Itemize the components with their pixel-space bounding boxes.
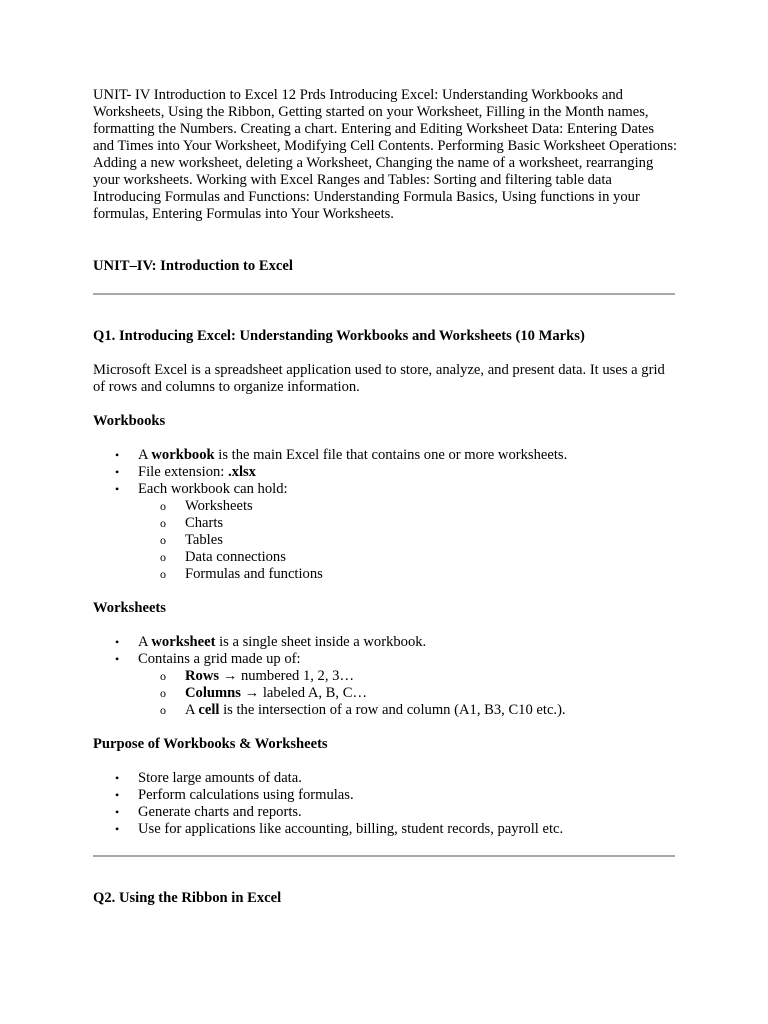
sub-list-item xyxy=(138,532,678,549)
sub-list-item xyxy=(138,515,678,532)
text-segment: Charts xyxy=(185,515,224,531)
sub-bullet-icon: o xyxy=(160,499,166,513)
purpose-heading: Purpose of Workbooks & Worksheets xyxy=(93,736,328,752)
text-segment: is the intersection of a row and column (A1, B3, C10 etc.). xyxy=(219,702,566,718)
bullet-icon: • xyxy=(115,771,120,785)
bold-term: Columns xyxy=(185,685,241,701)
text-segment: Contains a grid made up of: xyxy=(138,651,301,667)
sub-bullet-icon: o xyxy=(160,669,166,683)
sub-list-item xyxy=(138,685,678,702)
text-segment: Each workbook can hold: xyxy=(138,481,288,497)
workbooks-heading: Workbooks xyxy=(93,413,166,429)
worksheets-heading: Worksheets xyxy=(93,600,166,616)
sub-list-item xyxy=(138,668,678,685)
text-segment: is a single sheet inside a workbook. xyxy=(215,634,427,650)
workbook-contents-list xyxy=(138,498,678,583)
list-item xyxy=(93,804,678,821)
workbooks-list xyxy=(93,447,678,583)
sub-list-item xyxy=(138,566,678,583)
text-segment: labeled A, B, C… xyxy=(259,685,368,701)
bold-term: cell xyxy=(198,702,220,718)
text-segment: Perform calculations using formulas. xyxy=(138,787,354,803)
list-item xyxy=(93,787,678,804)
purpose-list xyxy=(93,770,678,838)
syllabus-intro: UNIT- IV Introduction to Excel 12 Prds Introducing Excel: Understanding Workbooks and Worksheets, Using the Ribbon, Getting started on your Worksheet, Filling in the Month names, formatting the Numbers. Creating a chart. Entering and Editing Worksheet Data: Entering Dates and Times into Your Worksheet, Modifying Cell Contents. Performing Basic Worksheet Operations: Adding a new worksheet, deleting a Worksheet, Changing the name of a worksheet, rearranging your worksheets. Working with Excel Ranges and Tables: Sorting and filtering table data Introducing Formulas and Functions: Understanding Formula Basics, Using functions in your formulas, Entering Formulas into Your Worksheets. xyxy=(93,87,678,222)
bullet-icon: • xyxy=(115,805,120,819)
sub-bullet-icon: o xyxy=(160,567,166,581)
text-segment: A xyxy=(138,447,152,463)
list-item xyxy=(93,634,678,651)
text-segment: Use for applications like accounting, billing, student records, payroll etc. xyxy=(138,821,564,837)
bullet-icon: • xyxy=(115,635,120,649)
text-segment: Data connections xyxy=(185,549,286,565)
text-segment: Store large amounts of data. xyxy=(138,770,302,786)
text-segment: Formulas and functions xyxy=(185,566,323,582)
list-item xyxy=(93,481,678,583)
bullet-icon: • xyxy=(115,482,120,496)
q1-description: Microsoft Excel is a spreadsheet application used to store, analyze, and present data. It uses a grid of rows and columns to organize information. xyxy=(93,362,665,395)
list-item xyxy=(93,447,678,464)
bullet-icon: • xyxy=(115,822,120,836)
grid-parts-list xyxy=(138,668,678,719)
bullet-icon: • xyxy=(115,788,120,802)
worksheets-list xyxy=(93,634,678,719)
text-segment: is the main Excel file that contains one or more worksheets. xyxy=(214,447,568,463)
unit-title: UNIT–IV: Introduction to Excel xyxy=(93,258,293,274)
section-divider xyxy=(93,293,675,295)
text-segment: Worksheets xyxy=(185,498,253,514)
list-item xyxy=(93,464,678,481)
bold-term: worksheet xyxy=(151,634,216,650)
q1-title: Q1. Introducing Excel: Understanding Workbooks and Worksheets (10 Marks) xyxy=(93,328,585,344)
list-item xyxy=(93,651,678,719)
sub-bullet-icon: o xyxy=(160,533,166,547)
sub-bullet-icon: o xyxy=(160,516,166,530)
arrow-right-icon: → xyxy=(244,685,260,701)
bold-term: Rows xyxy=(185,668,220,684)
sub-list-item xyxy=(138,498,678,515)
section-divider xyxy=(93,855,675,857)
text-segment: numbered 1, 2, 3… xyxy=(237,668,355,684)
text-segment: File extension: xyxy=(138,464,228,480)
sub-bullet-icon: o xyxy=(160,550,166,564)
sub-list-item xyxy=(138,702,678,719)
bold-term: workbook xyxy=(151,447,215,463)
list-item xyxy=(93,770,678,787)
text-segment: A xyxy=(185,702,199,718)
arrow-right-icon: → xyxy=(222,668,238,684)
text-segment: Generate charts and reports. xyxy=(138,804,302,820)
text-segment: Tables xyxy=(185,532,223,548)
text-segment: A xyxy=(138,634,152,650)
list-item xyxy=(93,821,678,838)
sub-list-item xyxy=(138,549,678,566)
sub-bullet-icon: o xyxy=(160,686,166,700)
q2-title: Q2. Using the Ribbon in Excel xyxy=(93,890,282,906)
sub-bullet-icon: o xyxy=(160,703,166,717)
bullet-icon: • xyxy=(115,652,120,666)
bullet-icon: • xyxy=(115,465,120,479)
document-body xyxy=(93,87,678,907)
bullet-icon: • xyxy=(115,448,120,462)
bold-term: .xlsx xyxy=(228,464,256,480)
